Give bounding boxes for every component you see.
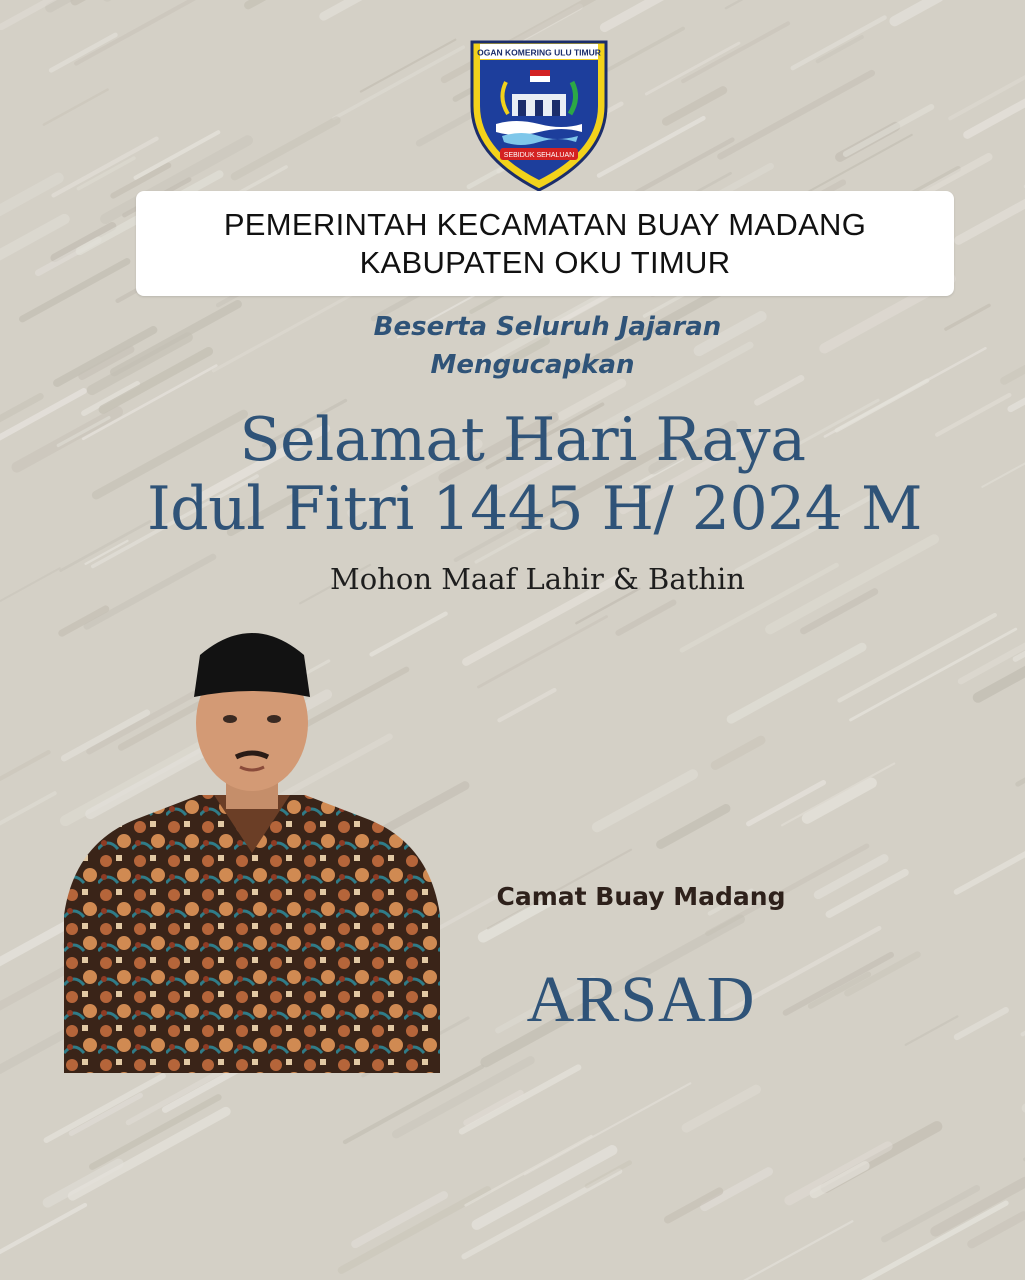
header-line-2: KABUPATEN OKU TIMUR — [359, 244, 731, 280]
official-role: Camat Buay Madang — [496, 882, 786, 911]
header-banner — [136, 191, 954, 296]
official-name: ARSAD — [526, 963, 756, 1036]
official-portrait — [64, 615, 440, 1073]
regency-crest-emblem — [466, 36, 612, 194]
crest-region-text: OGAN KOMERING ULU TIMUR — [477, 47, 601, 58]
title-line-2: Idul Fitri 1445 H/ 2024 M — [147, 474, 922, 544]
title-line-1: Selamat Hari Raya — [239, 405, 806, 475]
apology-text: Mohon Maaf Lahir & Bathin — [330, 562, 745, 596]
greeting-line-1: Beserta Seluruh Jajaran — [373, 312, 722, 342]
crest-motto-text: SEBIDUK SEHALUAN — [503, 152, 575, 159]
header-line-1: PEMERINTAH KECAMATAN BUAY MADANG — [223, 206, 867, 242]
greeting-line-2: Mengucapkan — [430, 350, 635, 380]
